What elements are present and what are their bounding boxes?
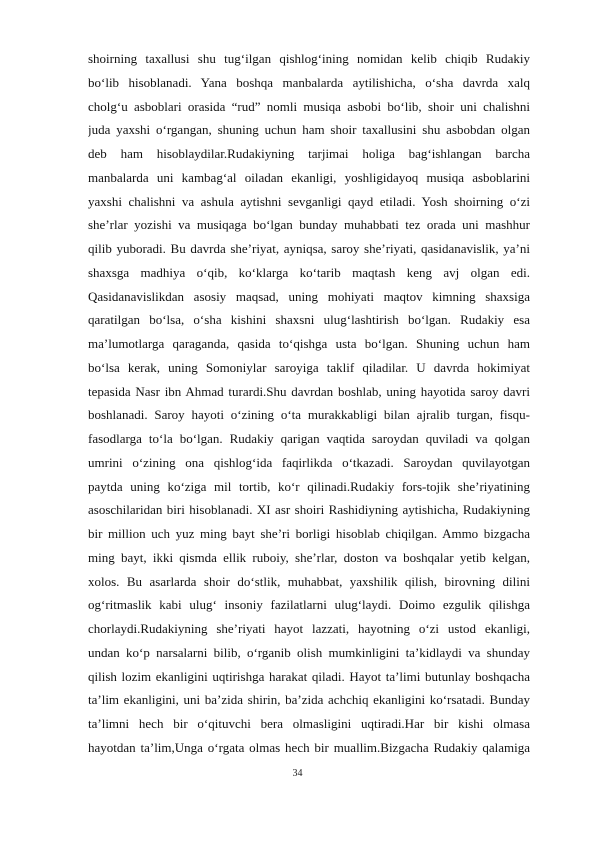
body-line: yaxshi chalishni va ashula aytishni sevganligi qayd etiladi. Yosh shoirning o‘zi: [88, 193, 530, 209]
document-body: [88, 47, 530, 760]
body-line: deb ham hisoblaydilar.Rudakiyning tarjimai holiga bag‘ishlangan barcha: [88, 146, 530, 161]
body-line: bo‘lib hisoblanadi. Yana boshqa manbalarda aytilishicha, o‘sha davrda xalq: [88, 74, 530, 90]
body-line: juda yaxshi o‘rgangan, shuning uchun ham shoir taxallusini shu asbobdan olgan: [88, 122, 530, 138]
body-line: tepasida Nasr ibn Ahmad turardi.Shu davrdan boshlab, uning hayotida saroy davri: [88, 383, 530, 399]
body-line: qilib yuboradi. Bu davrda she’riyat, ayniqsa, saroy she’riyati, qasidanavislik, ya’ni: [88, 241, 530, 256]
body-line: ming bayt, ikki qismda ellik ruboiy, she’rlar, doston va boshqalar yetib kelgan,: [88, 549, 530, 565]
body-line: umrini o‘zining ona qishlog‘ida faqirlikda o‘tkazadi. Saroydan quvilayotgan: [88, 454, 530, 470]
body-line: bir million uch yuz ming bayt she’ri borligi hisoblab chiqilgan. Ammo bizgacha: [88, 526, 530, 541]
body-line: ta’lim ekanligini, uni ba’zida shirin, ba’zida achchiq ekanligini ko‘rsatadi. Bunday: [88, 692, 530, 708]
body-line: chorlaydi.Rudakiyning she’riyati hayot lazzati, hayotning o‘zi ustod ekanligi,: [88, 621, 530, 636]
body-line: og‘ritmaslik kabi ulug‘ insoniy fazilatlarni ulug‘laydi. Doimo ezgulik qilishga: [88, 597, 530, 613]
body-line: bo‘lsa kerak, uning Somoniylar saroyiga taklif qiladilar. U davrda hokimiyat: [88, 359, 530, 375]
body-line: shaxsga madhiya o‘qib, ko‘klarga ko‘tarib maqtash keng avj olgan edi.: [88, 264, 530, 280]
body-line: ma’lumotlarga qaraganda, qasida to‘qishga usta bo‘lgan. Shuning uchun ham: [88, 336, 530, 351]
body-line: shoirning taxallusi shu tug‘ilgan qishlog‘ining nomidan kelib chiqib Rudakiy: [88, 51, 530, 66]
body-line: Qasidanavislikdan asosiy maqsad, uning mohiyati maqtov kimning shaxsiga: [88, 288, 530, 304]
body-line: undan ko‘p narsalarni bilib, o‘rganib olish mumkinligini ta’kidlaydi va shunday: [88, 644, 530, 660]
body-line: manbalarda uni kambag‘al oiladan ekanligi, yoshligidayoq musiqa asboblarini: [88, 169, 530, 185]
page-number: 34: [292, 768, 303, 779]
body-line: fasodlarga to‘la bo‘lgan. Rudakiy qarigan vaqtida saroydan quviladi va qolgan: [88, 431, 530, 446]
body-line: qilish lozim ekanligini uqtirishga harakat qiladi. Hayot ta’limi butunlay boshqacha: [88, 668, 530, 684]
body-line: xolos. Bu asarlarda shoir do‘stlik, muhabbat, yaxshilik qilish, birovning dilini: [88, 573, 530, 589]
body-line: paytda uning ko‘ziga mil tortib, ko‘r qilinadi.Rudakiy fors-tojik she’riyatining: [88, 478, 530, 494]
body-line: hayotdan ta’lim,Unga o‘rgata olmas hech bir muallim.Bizgacha Rudakiy qalamiga: [88, 739, 530, 755]
body-line: boshlanadi. Saroy hayoti o‘zining o‘ta murakkabligi bilan ajralib turgan, fisqu-: [88, 407, 530, 423]
body-line: qaratilgan bo‘lsa, o‘sha kishini shaxsni ulug‘lashtirish bo‘lgan. Rudakiy esa: [88, 312, 530, 328]
body-line: asoschilaridan biri hisoblanadi. XI asr shoiri Rashidiyning aytishicha, Rudakiyning: [88, 502, 530, 518]
body-line: ta’limni hech bir o‘qituvchi bera olmasligini uqtiradi.Har bir kishi olmasa: [88, 716, 530, 731]
body-line: she’rlar yozishi va musiqaga bo‘lgan bunday muhabbati tez orada uni mashhur: [88, 217, 530, 233]
body-line: cholg‘u asboblari orasida “rud” nomli musiqa asbobi bo‘lib, shoir uni chalishni: [88, 98, 530, 114]
